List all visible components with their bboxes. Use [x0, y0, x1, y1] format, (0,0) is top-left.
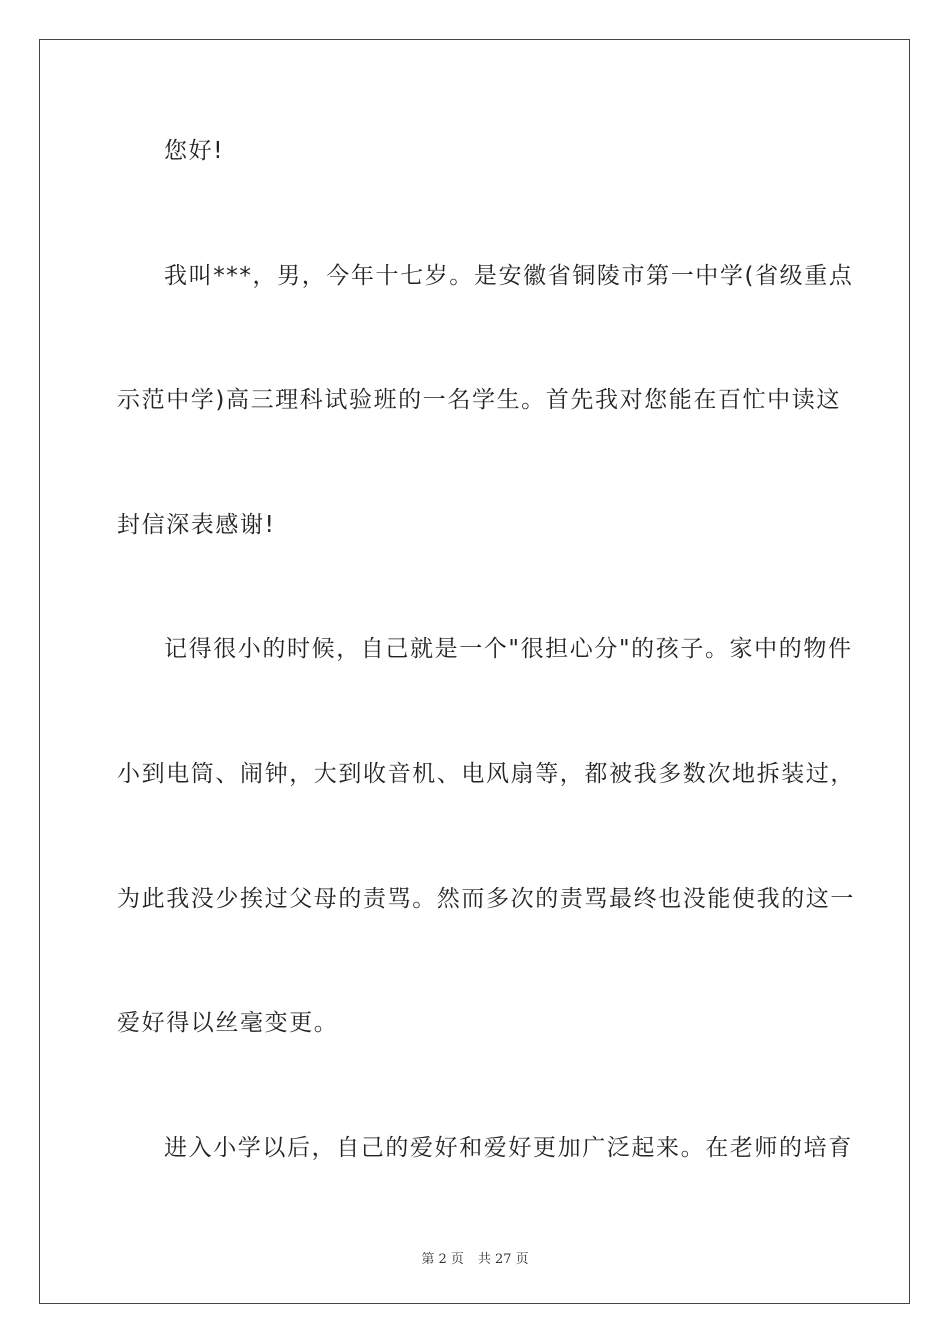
- paragraph-line: 小到电筒、闹钟，大到收音机、电风扇等，都被我多数次地拆装过，: [117, 761, 855, 787]
- page-footer: [0, 1248, 950, 1267]
- page-number: 第 2 页: [421, 1252, 464, 1267]
- paragraph-line: 爱好得以丝毫变更。: [117, 1010, 339, 1036]
- greeting-line: 您好!: [164, 138, 225, 164]
- paragraph-line: 为此我没少挨过父母的责骂。然而多次的责骂最终也没能使我的这一: [117, 886, 855, 912]
- paragraph-line: 记得很小的时候，自己就是一个"很担心分"的孩子。家中的物件: [164, 636, 853, 662]
- page-total: 共 27 页: [477, 1252, 529, 1267]
- page-border: [39, 39, 910, 1304]
- paragraph-line: 封信深表感谢!: [117, 512, 276, 538]
- paragraph-line: 示范中学)高三理科试验班的一名学生。首先我对您能在百忙中读这: [117, 387, 841, 413]
- paragraph-line: 我叫***，男，今年十七岁。是安徽省铜陵市第一中学(省级重点: [164, 263, 854, 289]
- paragraph-line: 进入小学以后，自己的爱好和爱好更加广泛起来。在老师的培育: [164, 1135, 853, 1161]
